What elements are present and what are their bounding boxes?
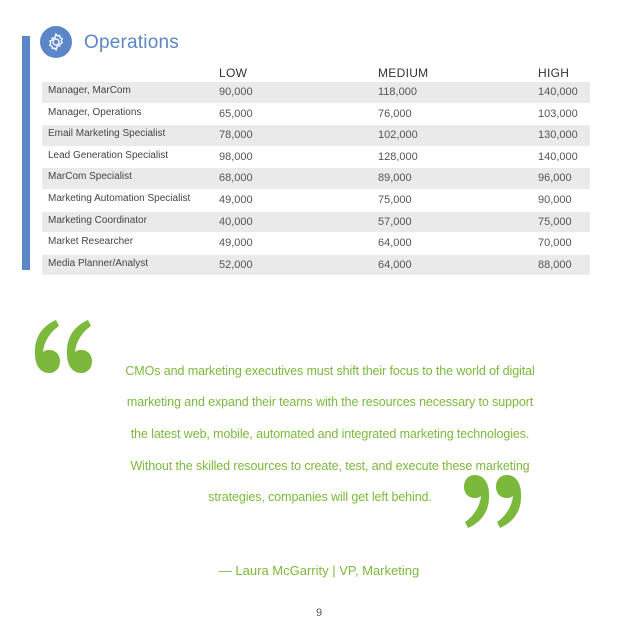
- table-row: [42, 190, 590, 212]
- table-row: [42, 82, 590, 104]
- role-cell: Manager, Operations: [48, 106, 142, 118]
- high-cell: 90,000: [538, 193, 572, 206]
- salary-table: [42, 82, 590, 276]
- quote-line: CMOs and marketing executives must shift their focus to the world of digital: [125, 364, 535, 378]
- role-cell: Email Marketing Specialist: [48, 128, 166, 140]
- high-cell: 70,000: [538, 237, 572, 250]
- page-number: 9: [315, 607, 323, 619]
- low-cell: 40,000: [219, 215, 253, 228]
- high-cell: 75,000: [538, 215, 572, 228]
- role-cell: Media Planner/Analyst: [48, 257, 149, 269]
- table-row: [42, 147, 590, 169]
- section-title: Operations: [84, 32, 179, 53]
- high-cell: 130,000: [538, 129, 578, 142]
- low-cell: 52,000: [219, 258, 253, 271]
- low-cell: 98,000: [219, 150, 253, 163]
- low-cell: 90,000: [219, 86, 253, 98]
- table-row: [42, 255, 590, 277]
- medium-cell: 128,000: [378, 150, 418, 163]
- quote-line: marketing and expand their teams with the resources necessary to support: [126, 395, 534, 409]
- high-cell: 96,000: [538, 172, 572, 185]
- section-accent-bar: [22, 36, 30, 270]
- low-cell: 78,000: [219, 129, 253, 142]
- high-cell: 140,000: [538, 86, 578, 98]
- role-cell: Market Researcher: [48, 236, 134, 248]
- table-row: [42, 233, 590, 255]
- role-cell: Marketing Automation Specialist: [48, 192, 191, 204]
- low-cell: 65,000: [219, 107, 253, 120]
- role-cell: Marketing Coordinator: [48, 214, 147, 226]
- low-cell: 68,000: [219, 172, 253, 185]
- medium-cell: 102,000: [378, 129, 418, 142]
- low-cell: 49,000: [219, 193, 253, 206]
- high-cell: 140,000: [538, 150, 578, 163]
- close-quote-icon: [462, 458, 524, 535]
- role-cell: MarCom Specialist: [48, 171, 132, 183]
- medium-cell: 118,000: [378, 86, 417, 98]
- medium-cell: 64,000: [378, 237, 412, 250]
- medium-cell: 75,000: [378, 193, 412, 206]
- quote-line: the latest web, mobile, automated and integrated marketing technologies.: [130, 427, 530, 441]
- medium-cell: 89,000: [378, 172, 412, 185]
- high-cell: 103,000: [538, 107, 578, 120]
- quote-attribution: — Laura McGarrity | VP, Marketing: [218, 563, 420, 578]
- gear-icon: [40, 26, 72, 58]
- table-row: [42, 104, 590, 126]
- table-row: [42, 212, 590, 234]
- low-cell: 49,000: [219, 237, 253, 250]
- high-cell: 88,000: [538, 258, 572, 271]
- role-cell: Lead Generation Specialist: [48, 149, 169, 161]
- table-row: [42, 125, 590, 147]
- column-header-high: HIGH: [538, 66, 570, 80]
- medium-cell: 57,000: [378, 215, 412, 228]
- column-header-medium: MEDIUM: [378, 66, 429, 80]
- table-row: [42, 168, 590, 190]
- role-cell: Manager, MarCom: [48, 85, 131, 96]
- column-header-low: LOW: [219, 66, 248, 80]
- quote-line: strategies, companies will get left behind.: [208, 490, 432, 504]
- medium-cell: 64,000: [378, 258, 412, 271]
- quote-line: Without the skilled resources to create, test, and execute these marketing: [130, 459, 530, 473]
- medium-cell: 76,000: [378, 107, 412, 120]
